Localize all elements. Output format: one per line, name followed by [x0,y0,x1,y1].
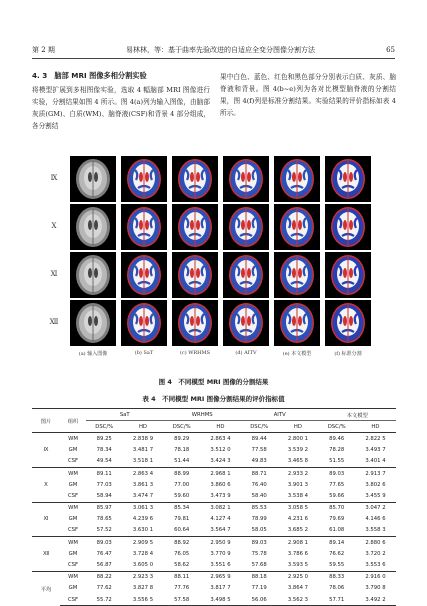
segmentation-result-image [121,252,167,298]
metric-value-cell: 3.558 3 [355,525,396,537]
metric-value-cell: 85.97 [96,505,112,512]
metric-value-cell: 2.822 5 [365,435,386,442]
figure-row-label: Ⅸ [50,174,58,182]
model-header: SaT [86,409,163,421]
metric-value-cell: 89.03 [251,539,267,546]
metric-header: HD [200,421,241,433]
metric-value-cell: 4.231 6 [287,516,309,523]
metric-value-cell: 85.34 [174,505,190,512]
segmentation-result-image [325,156,371,202]
metric-value-cell: 77.19 [251,585,267,592]
metric-value-cell: 51.44 [163,456,199,468]
metric-value-cell: 4.239 6 [132,516,154,523]
segmentation-result-image [274,252,320,298]
metric-value-cell: 3.455 9 [355,490,396,502]
metric-value-cell: 49.54 [86,456,122,468]
metric-value-cell: 89.03 [329,470,345,477]
segmentation-result-image [172,204,218,250]
metric-value-cell: 60.64 [163,525,199,537]
metric-value-cell: 58.40 [241,490,277,502]
metric-value-cell: 88.71 [251,470,267,477]
segmentation-result-image [325,252,371,298]
table-row [32,490,396,502]
metric-value-cell: 2.913 7 [365,470,386,477]
segmentation-result-image [223,300,269,346]
table-row [32,537,396,549]
image-id-cell: Ⅸ [32,433,60,468]
metric-value-cell: 3.901 3 [287,481,309,488]
metric-value-cell: 3.564 7 [200,525,241,537]
figure-row-label: Ⅺ [50,270,58,278]
table-row [32,583,396,594]
metric-value-cell: 58.94 [86,490,122,502]
col-header-image: 图片 [32,409,60,433]
metric-value-cell: 89.25 [96,435,112,442]
results-table [32,408,396,606]
metric-value-cell: 78.34 [96,447,112,454]
metric-value-cell: 59.55 [318,559,354,571]
metric-value-cell: 85.70 [329,505,345,512]
mri-input-image [70,300,116,346]
metric-value-cell: 76.47 [96,550,112,557]
metric-value-cell: 3.539 2 [287,447,309,454]
figure-column-label: (c) WRHMS [179,350,211,356]
metric-value-cell: 2.968 1 [210,470,231,477]
segmentation-result-image [172,300,218,346]
metric-value-cell: 78.06 [329,585,345,592]
metric-value-cell: 89.29 [174,435,190,442]
metric-value-cell: 3.401 4 [355,456,396,468]
figure-row-label: Ⅹ [51,222,57,230]
col-header-tissue: 组织 [60,409,86,433]
metric-value-cell: 2.838 9 [132,435,154,442]
metric-value-cell: 2.950 9 [210,539,231,546]
metric-value-cell: 3.770 9 [210,550,231,557]
tissue-cell: GM [68,481,78,488]
metric-value-cell: 88.33 [329,574,345,581]
table-row [32,479,396,490]
table-row [32,525,396,537]
segmentation-result-image [325,300,371,346]
metric-value-cell: 3.498 5 [200,594,241,606]
metric-value-cell: 3.593 5 [277,559,318,571]
metric-value-cell: 3.562 3 [277,594,318,606]
metric-value-cell: 3.720 2 [365,550,386,557]
figure-4-brain-segmentation [49,154,376,370]
metric-value-cell: 77.58 [251,447,267,454]
metric-value-cell: 3.817 7 [210,585,231,592]
metric-value-cell: 2.863 4 [210,435,231,442]
segmentation-result-image [325,204,371,250]
figure-column-label: (f) 标准分割 [334,351,362,357]
metric-value-cell: 3.860 6 [210,481,231,488]
tissue-cell: WM [68,574,78,581]
metric-value-cell: 77.65 [329,481,345,488]
metric-value-cell: 77.76 [174,585,190,592]
left-paragraph: 将模型扩展到多相图像实验，选取 4 幅脑部 MRI 图像进行实验，分割结果如图 4 所示。图 4(a)列为输入图像，由脑部灰质(GM)、白质(WM)、脑脊液(CSF)和背景 4 部分组成，各分割结 [32,86,210,130]
metric-value-cell: 78.65 [96,516,112,523]
metric-value-cell: 79.69 [329,516,345,523]
metric-value-cell: 3.630 1 [122,525,163,537]
metric-value-cell: 57.71 [318,594,354,606]
segmentation-result-image [274,204,320,250]
metric-value-cell: 78.28 [329,447,345,454]
running-header [32,44,395,56]
metric-value-cell: 3.827 8 [132,585,154,592]
metric-value-cell: 3.082 1 [210,505,231,512]
model-header: WRHMS [163,409,240,421]
table-row [32,433,396,445]
metric-value-cell: 3.424 3 [200,456,241,468]
segmentation-result-image [172,252,218,298]
metric-value-cell: 57.58 [163,594,199,606]
metric-value-cell: 55.72 [86,594,122,606]
tissue-cell: GM [68,550,78,557]
tissue-cell: CSF [60,490,86,502]
metric-value-cell: 4.146 6 [365,516,386,523]
metric-value-cell: 2.880 6 [365,539,386,546]
metric-header: HD [355,421,396,433]
page-number: 65 [386,46,395,54]
metric-value-cell: 3.058 5 [287,505,309,512]
image-id-cell: 平均 [40,586,52,593]
metric-value-cell: 2.923 3 [132,574,154,581]
figure-column-label: (b) SaT [134,350,154,356]
mri-input-image [70,252,116,298]
metric-value-cell: 2.800 1 [287,435,309,442]
metric-value-cell: 3.556 5 [122,594,163,606]
metric-value-cell: 77.03 [96,481,112,488]
header-rule [32,58,395,59]
metric-value-cell: 3.864 7 [287,585,309,592]
metric-value-cell: 88.22 [96,574,112,581]
metric-value-cell: 88.92 [174,539,190,546]
metric-value-cell: 77.62 [96,585,112,592]
metric-value-cell: 79.81 [174,516,190,523]
metric-value-cell: 57.68 [241,559,277,571]
mri-input-image [70,204,116,250]
image-id-cell: Ⅻ [32,537,60,572]
metric-value-cell: 49.83 [241,456,277,468]
metric-value-cell: 88.99 [174,470,190,477]
segmentation-result-image [223,252,269,298]
metric-header: DSC/% [318,421,354,433]
figure-column-label: (e) 本文模型 [282,351,312,357]
metric-value-cell: 89.11 [96,470,112,477]
table-row [32,502,396,514]
table-row [32,514,396,525]
figure-column-label: (d) AITV [235,350,257,356]
metric-value-cell: 76.05 [174,550,190,557]
figure-row-label: Ⅻ [49,318,59,326]
tissue-cell: WM [68,435,78,442]
table-caption: 表 4 不同模型 MRI 图像分割结果的评价指标值 [142,395,285,403]
tissue-cell: GM [68,447,78,454]
metric-value-cell: 2.965 9 [210,574,231,581]
tissue-cell: CSF [60,559,86,571]
segmentation-result-image [121,300,167,346]
table-row [32,548,396,559]
metric-value-cell: 3.465 8 [277,456,318,468]
tissue-cell: GM [68,516,78,523]
figure-column-label: (a) 输入图像 [78,351,108,357]
segmentation-result-image [274,300,320,346]
metric-value-cell: 88.18 [251,574,267,581]
metric-value-cell: 4.127 4 [210,516,231,523]
metric-value-cell: 3.786 6 [287,550,309,557]
segmentation-result-image [223,156,269,202]
right-paragraph: 果中白色、蓝色、红色和黑色部分分别表示白质、灰质、脑脊液和背景。图 4(b~e)列为各对比模型脑脊液的分割结果，图 4(f)列是标准分割结果。实验结果的评价指标如表 4 所示。 [220,73,396,117]
metric-value-cell: 3.553 6 [355,559,396,571]
table-row [32,571,396,583]
metric-value-cell: 2.916 0 [365,574,386,581]
metric-value-cell: 89.03 [96,539,112,546]
mri-input-image [70,156,116,202]
metric-value-cell: 3.518 1 [122,456,163,468]
metric-value-cell: 51.55 [318,456,354,468]
metric-value-cell: 3.493 7 [365,447,386,454]
metric-value-cell: 89.14 [329,539,345,546]
metric-value-cell: 3.474 7 [122,490,163,502]
metric-value-cell: 59.66 [318,490,354,502]
metric-value-cell: 2.933 2 [287,470,309,477]
table-row [32,594,396,606]
metric-value-cell: 3.728 4 [132,550,154,557]
metric-header: HD [277,421,318,433]
metric-value-cell: 61.08 [318,525,354,537]
issue-number: 第 2 期 [32,46,55,54]
tissue-cell: WM [68,470,78,477]
image-id-cell: Ⅺ [32,502,60,537]
tissue-cell: GM [68,585,78,592]
segmentation-result-image [121,204,167,250]
metric-value-cell: 56.06 [241,594,277,606]
metric-value-cell: 85.53 [251,505,267,512]
metric-value-cell: 58.05 [241,525,277,537]
metric-value-cell: 3.492 2 [355,594,396,606]
metric-value-cell: 75.78 [251,550,267,557]
metric-value-cell: 3.538 4 [277,490,318,502]
tissue-cell: CSF [60,525,86,537]
table-row [32,467,396,479]
section-title: 4. 3 脑部 MRI 图像多相分割实验 [32,71,147,80]
metric-value-cell: 3.802 6 [365,481,386,488]
running-title: 易林林，等：基于曲率先验改进的自适应全变分图像分割方法 [125,46,315,54]
metric-value-cell: 3.790 8 [365,585,386,592]
metric-header: DSC/% [163,421,199,433]
metric-header: DSC/% [241,421,277,433]
metric-header: HD [122,421,163,433]
tissue-cell: WM [68,539,78,546]
metric-value-cell: 56.87 [86,559,122,571]
metric-value-cell: 58.62 [163,559,199,571]
metric-value-cell: 3.551 6 [200,559,241,571]
metric-value-cell: 76.62 [329,550,345,557]
model-header: AITV [241,409,318,421]
segmentation-result-image [121,156,167,202]
metric-value-cell: 3.685 2 [277,525,318,537]
figure-caption: 图 4 不同模型 MRI 图像的分割结果 [158,378,269,386]
metric-value-cell: 2.925 0 [287,574,309,581]
tissue-cell: CSF [60,594,86,606]
metric-value-cell: 89.46 [329,435,345,442]
metric-value-cell: 3.481 7 [132,447,154,454]
metric-value-cell: 59.60 [163,490,199,502]
segmentation-result-image [172,156,218,202]
image-id-cell: Ⅹ [32,467,60,502]
segmentation-result-image [274,156,320,202]
metric-header: DSC/% [86,421,122,433]
metric-value-cell: 3.861 3 [132,481,154,488]
metric-value-cell: 3.605 0 [122,559,163,571]
metric-value-cell: 78.18 [174,447,190,454]
metric-value-cell: 3.512 0 [210,447,231,454]
metric-value-cell: 57.52 [86,525,122,537]
model-header: 本文模型 [318,409,396,421]
metric-value-cell: 3.473 9 [200,490,241,502]
metric-value-cell: 89.44 [251,435,267,442]
metric-value-cell: 3.047 2 [365,505,386,512]
table-row [32,456,396,468]
metric-value-cell: 88.11 [174,574,190,581]
metric-value-cell: 2.863 4 [132,470,154,477]
metric-value-cell: 2.909 5 [132,539,154,546]
metric-value-cell: 3.061 3 [132,505,154,512]
table-row [32,445,396,456]
metric-value-cell: 77.00 [174,481,190,488]
metric-value-cell: 2.908 1 [287,539,309,546]
segmentation-result-image [223,204,269,250]
metric-value-cell: 76.40 [251,481,267,488]
table-row [32,559,396,571]
metric-value-cell: 78.99 [251,516,267,523]
tissue-cell: CSF [60,456,86,468]
tissue-cell: WM [68,505,78,512]
